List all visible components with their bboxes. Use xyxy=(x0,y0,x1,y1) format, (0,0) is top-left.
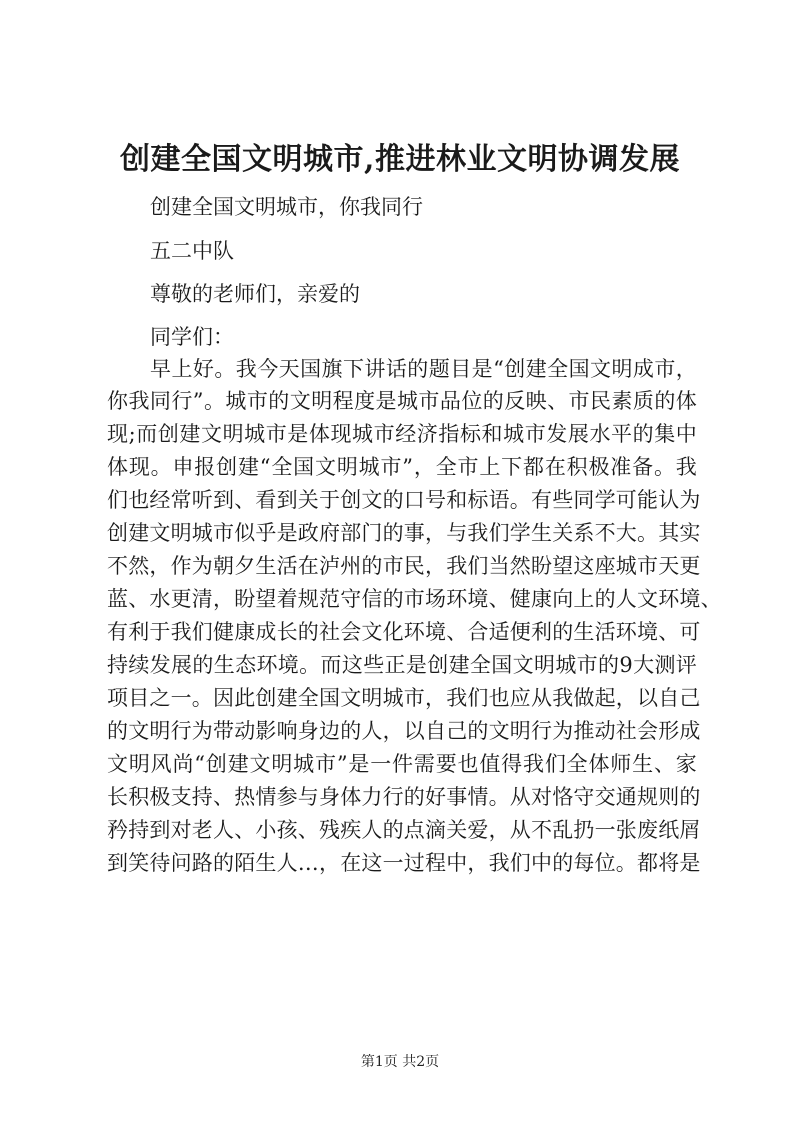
body-line-9: 有利于我们健康成长的社会文化环境、合适便利的生活环境、可 xyxy=(107,620,701,644)
body-line-1: 早上好。我今天国旗下讲话的题目是“创建全国文明成市， xyxy=(150,357,697,381)
body-line-6: 创建文明城市似乎是政府部门的事，与我们学生关系不大。其实 xyxy=(107,521,701,545)
body-line-12: 的文明行为带动影响身边的人，以自己的文明行为推动社会形成 xyxy=(107,719,701,743)
class-name-line: 五二中队 xyxy=(150,239,234,263)
body-line-8: 蓝、水更清，盼望着规范守信的市场环境、健康向上的人文环境、 xyxy=(107,587,722,611)
body-line-14: 长积极支持、热情参与身体力行的好事情。从对恪守交通规则的 xyxy=(107,785,701,809)
body-line-4: 体现。申报创建“全国文明城市”，全市上下都在积极准备。我 xyxy=(107,455,697,479)
page-number-footer: 第1页 共2页 xyxy=(360,1054,440,1070)
body-line-11: 项目之一。因此创建全国文明城市，我们也应从我做起，以自己 xyxy=(107,686,701,710)
body-line-15: 矜持到对老人、小孩、残疾人的点滴关爱，从不乱扔一张废纸屑 xyxy=(107,818,701,842)
body-line-2: 你我同行”。城市的文明程度是城市品位的反映、市民素质的体 xyxy=(107,389,697,413)
greeting-line-continued: 同学们： xyxy=(150,325,234,349)
body-line-16: 到笑待问路的陌生人…，在这一过程中，我们中的每位。都将是 xyxy=(107,851,701,875)
subtitle-line: 创建全国文明城市，你我同行 xyxy=(150,195,423,219)
body-line-3: 现;而创建文明城市是体现城市经济指标和城市发展水平的集中 xyxy=(107,422,697,446)
greeting-line: 尊敬的老师们，亲爱的 xyxy=(150,282,360,306)
body-line-5: 们也经常听到、看到关于创文的口号和标语。有些同学可能认为 xyxy=(107,488,701,512)
body-line-13: 文明风尚“创建文明城市”是一件需要也值得我们全体师生、家 xyxy=(107,752,697,776)
body-line-7: 不然，作为朝夕生活在泸州的市民，我们当然盼望这座城市天更 xyxy=(107,554,701,578)
body-line-10: 持续发展的生态环境。而这些正是创建全国文明城市的9大测评 xyxy=(107,653,697,677)
document-title: 创建全国文明城市,推进林业文明协调发展 xyxy=(120,142,680,177)
